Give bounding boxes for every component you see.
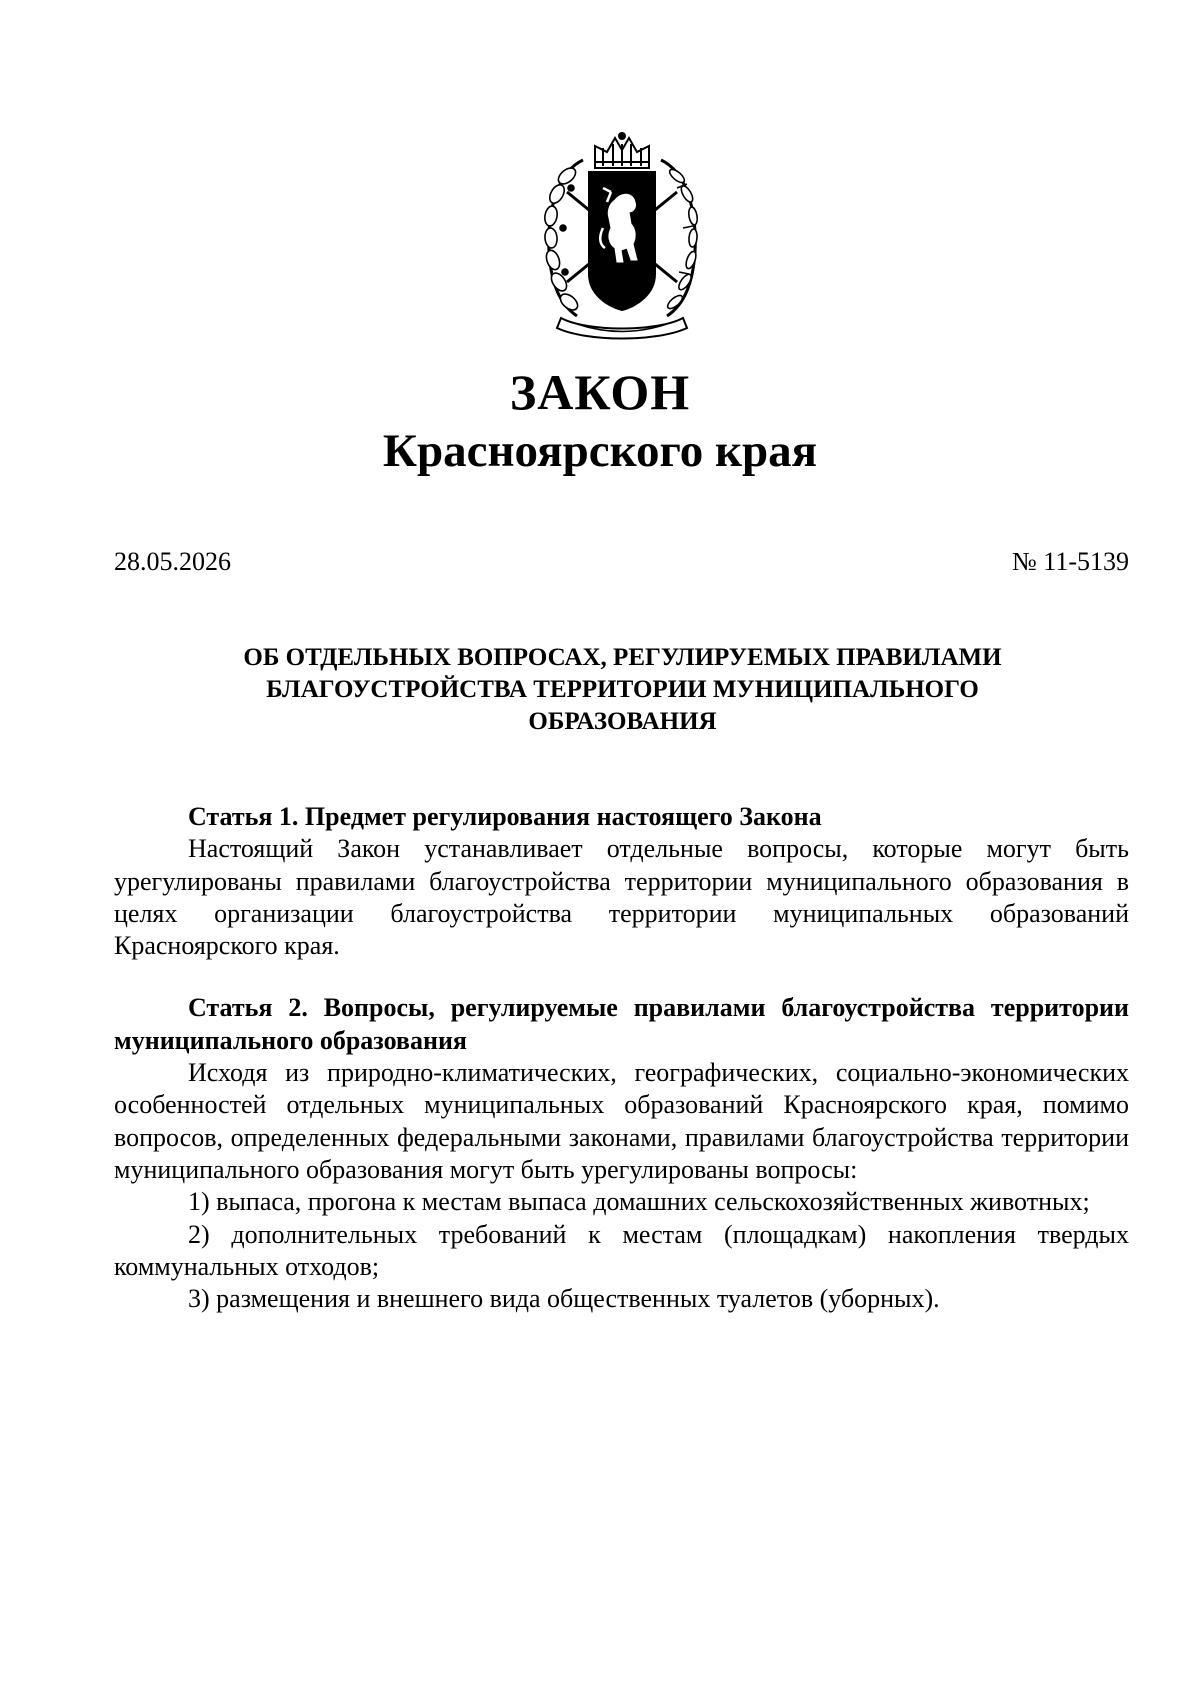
- document-heading-line: БЛАГОУСТРОЙСТВА ТЕРРИТОРИИ МУНИЦИПАЛЬНОГО: [266, 676, 979, 703]
- article-1: [114, 801, 1129, 962]
- document-body: [114, 801, 1129, 1315]
- document-date: 28.05.2026: [114, 547, 231, 576]
- list-item: 1) выпаса, прогона к местам выпаса домашних сельскохозяйственных животных;: [188, 1187, 1090, 1217]
- krasnoyarsk-coat-of-arms-icon: [537, 132, 707, 344]
- meta-row: [114, 547, 1129, 577]
- document-heading-line: ОБ ОТДЕЛЬНЫХ ВОПРОСАХ, РЕГУЛИРУЕМЫХ ПРАВИЛАМИ: [243, 644, 1002, 671]
- article-title: Статья 1. Предмет регулирования настоящего Закона: [188, 802, 822, 831]
- document-type-title: ЗАКОН: [509, 364, 691, 420]
- document-number: № 11-5139: [1012, 547, 1129, 576]
- list-item: 3) размещения и внешнего вида общественных туалетов (уборных).: [188, 1284, 940, 1314]
- article-paragraph: Настоящий Закон устанавливает отдельные вопросы, которые могут быть урегулированы правилами благоустройства территории муниципального образования в целях организации благоустройства территории муниципальных образований Красноярского края.: [114, 834, 1129, 961]
- list-item: 2) дополнительных требований к местам (площадкам) накопления твердых коммунальных отходов;: [114, 1219, 1129, 1281]
- article-title: Статья 2. Вопросы, регулируемые правилами благоустройства территории муниципального образования: [114, 993, 1129, 1055]
- article-paragraph: Исходя из природно-климатических, географических, социально-экономических особенностей отдельных муниципальных образований Красноярского края, помимо вопросов, определенных федеральными законами, правилами благоустройства территории муниципального образования могут быть урегулированы вопросы:: [114, 1058, 1129, 1184]
- issuer-subtitle: Красноярского края: [382, 425, 818, 477]
- document-heading-line: ОБРАЗОВАНИЯ: [528, 708, 717, 735]
- article-2: [114, 992, 1129, 1315]
- article-spacer: [114, 962, 1129, 992]
- document-heading: [150, 642, 1095, 738]
